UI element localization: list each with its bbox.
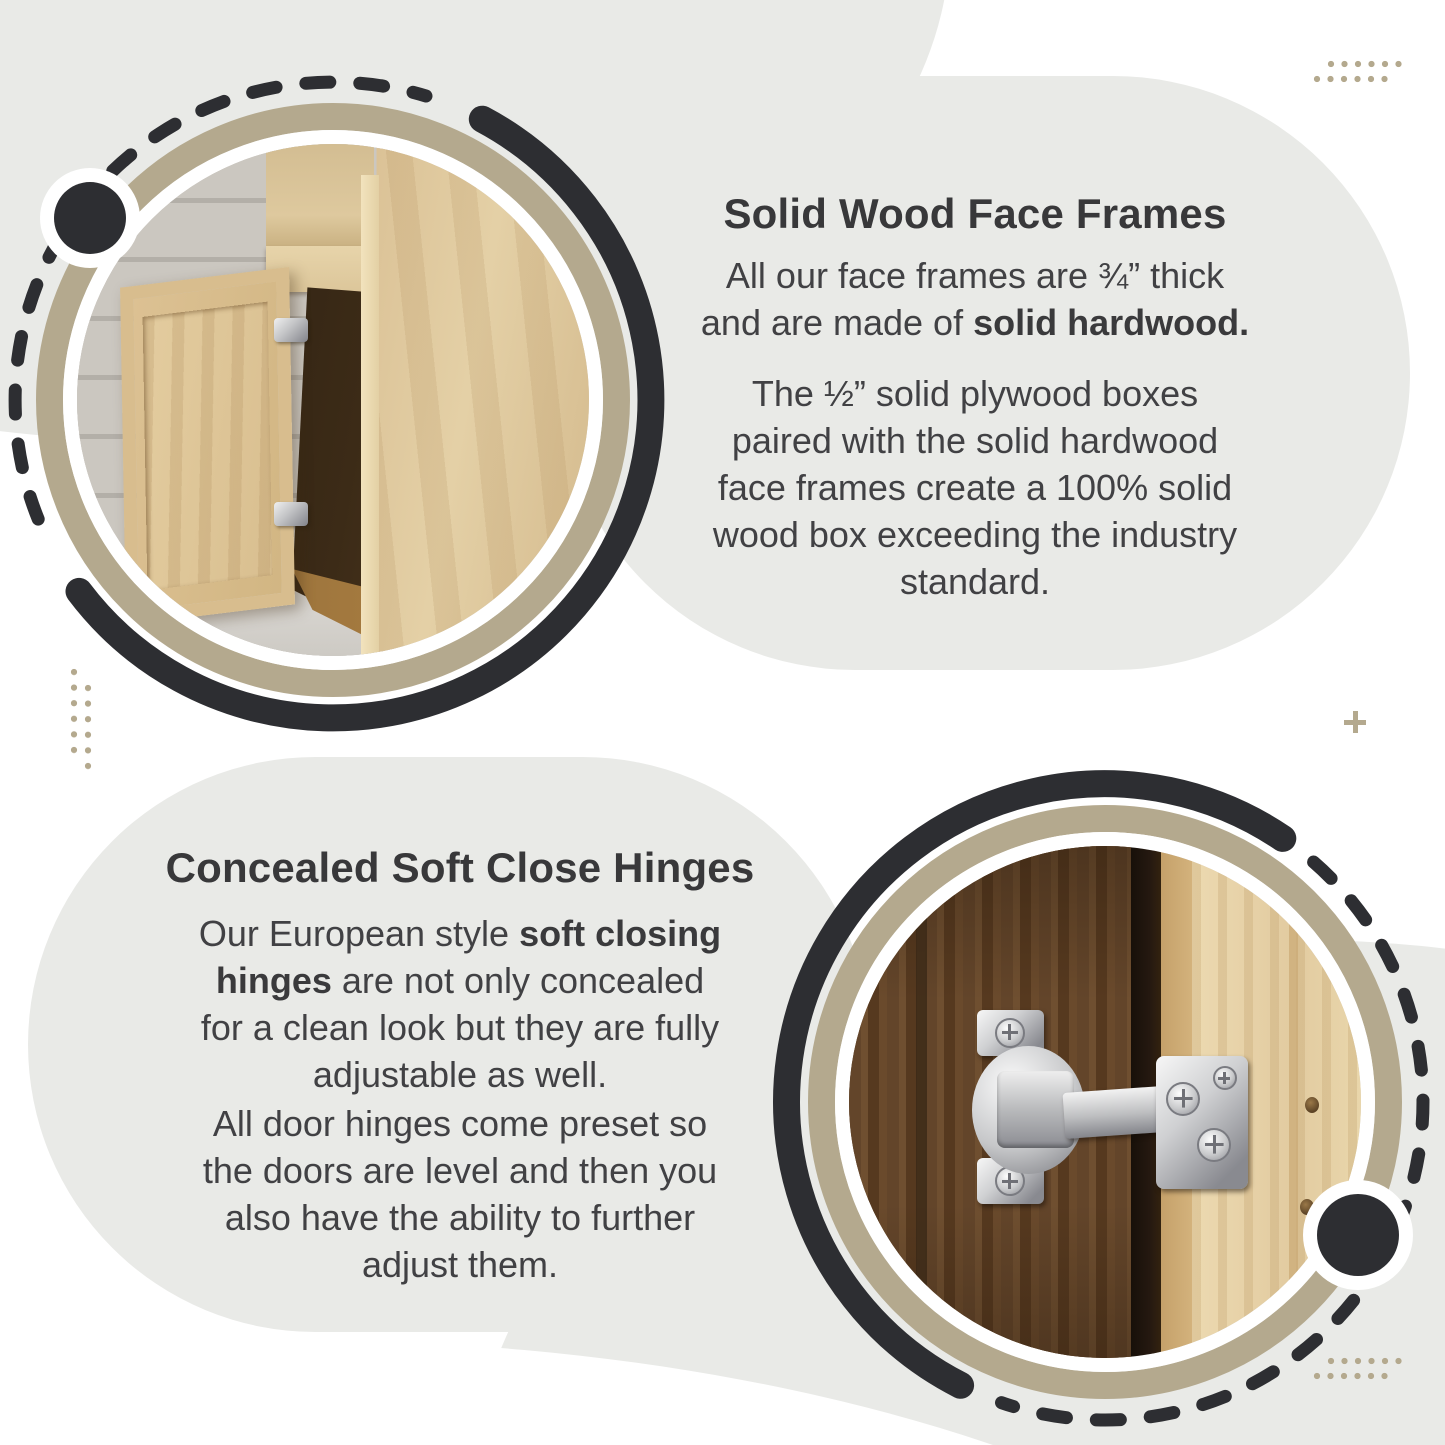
text-line: adjust them. [361,1244,559,1285]
text-line: face frames create a 100% solid [717,467,1233,508]
accent-dot-ring [1303,1180,1413,1290]
text-run: are not only concealed [331,960,705,1001]
text-line: also have the ability to further [224,1197,696,1238]
feature-top-title: Solid Wood Face Frames [723,190,1227,237]
hinge-photo [835,832,1375,1372]
shelf-pin-hole [1305,1097,1319,1113]
text-line: The ½” solid plywood boxes [751,373,1199,414]
screw-icon [995,1018,1025,1048]
door-center-panel [142,301,273,590]
text-line: wood box exceeding the industry [712,514,1238,555]
door-hinge-bottom [274,502,308,526]
text-line [118,957,802,1004]
screw-icon [1213,1066,1237,1090]
accent-dot-ring [40,168,140,268]
text-line: for a clean look but they are fully [200,1007,720,1048]
text-line: All our face frames are ¾” thick [725,255,1225,296]
feature-top-paragraph-1 [640,252,1310,346]
text-line: standard. [899,561,1051,602]
face-frame-edge [361,175,379,656]
text-line [640,299,1310,346]
feature-bottom-paragraph-1 [118,910,802,1098]
cabinet-door [120,267,295,625]
cabinet-upper [266,144,374,246]
plus-icon [1344,711,1366,733]
door-hinge-top [274,318,308,342]
text-line: All door hinges come preset so [212,1103,708,1144]
text-run-bold: soft closing [519,913,722,954]
cabinet-photo [63,130,603,670]
screw-icon [1166,1082,1200,1116]
text-run-bold: solid hardwood. [973,302,1250,343]
feature-bottom-title: Concealed Soft Close Hinges [165,844,755,891]
dot-grid-icon [1313,75,1394,83]
dot-grid-icon [1327,60,1408,68]
text-line: the doors are level and then you [202,1150,718,1191]
text-line [118,910,802,957]
text-run: Our European style [198,913,520,954]
screw-icon [1197,1128,1231,1162]
accent-dot-icon [1317,1194,1399,1276]
feature-top-paragraph-2 [640,370,1310,605]
feature-bottom-paragraph-2 [118,1100,802,1288]
text-run-bold: hinges [215,960,332,1001]
accent-dot-icon [54,182,126,254]
door-stile-joint [916,846,927,1358]
text-run: and are made of [700,302,974,343]
text-line: paired with the solid hardwood [731,420,1219,461]
text-line: adjustable as well. [312,1054,608,1095]
birch-panel-joint [1289,846,1297,1358]
